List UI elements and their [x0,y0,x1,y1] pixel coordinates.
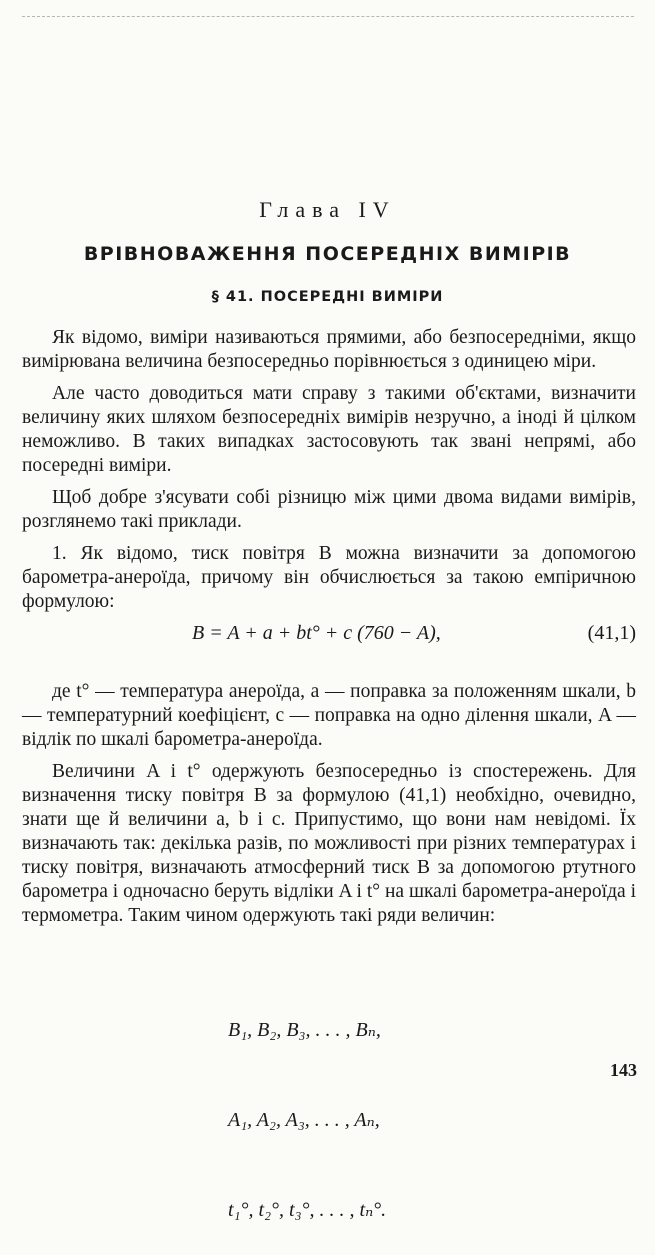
row-t: t₁°, t₂°, t₃°, . . . , tₙ°. [228,1199,387,1221]
page-number: 143 [610,1060,637,1080]
paragraph: Величини A і t° одержують безпосередньо із спостережень. Для визначення тиску повітря B за формулою (41,1) необхідно, очевидно, знати ще й величини a, b і c. Припустимо, що вони нам невідомі. Їх визначають так: декілька разів, по можливості при різних температурах і тиску повітря, визначають атмосферний тиск B за допомогою ртутного барометра і одночасно беруть відліки A і t° на шкалі барометра-анероїда і термометра. Таким чином одержують такі ряди величин: [22,761,636,926]
paragraph: де t° — температура анероїда, a — поправка за положенням шкали, b — температурний коефіцієнт, c — поправка на одно ділення шкали, A — відлік по шкалі барометра-анероїда. [22,681,636,750]
paragraph: Щоб добре з'ясувати собі різницю між цими двома видами вимірів, розглянемо такі приклади. [22,487,636,532]
section-heading: § 41. ПОСЕРЕДНІ ВИМІРИ [211,289,444,305]
text-block-1 [22,326,636,622]
text-block-2 [22,680,636,936]
row-a: A₁, A₂, A₃, . . . , Aₙ, [228,1109,380,1131]
paragraph: Але часто доводиться мати справу з такими об'єктами, визначити величину яких шляхом безпосередніх вимірів незручно, а іноді й цілком неможливо. В таких випадках застосовують так звані непрямі, або посередні виміри. [22,383,636,476]
formula-number: (41,1) [587,622,636,644]
top-rule [22,16,634,17]
formula-expression: B = A + a + bt° + c (760 − A), [192,622,441,644]
row-b: B₁, B₂, B₃, . . . , Bₙ, [228,1019,381,1041]
chapter-heading: Глава IV [259,197,396,222]
value-rows [228,955,386,1255]
chapter-title: ВРІВНОВАЖЕННЯ ПОСЕРЕДНІХ ВИМІРІВ [83,243,572,265]
paragraph: 1. Як відомо, тиск повітря B можна визначити за допомогою барометра-анероїда, причому він обчислюється за такою емпіричною формулою: [22,543,636,612]
paragraph: Як відомо, виміри називаються прямими, або безпосередніми, якщо вимірювана величина безпосередньо порівнюється з одиницею міри. [22,327,636,372]
